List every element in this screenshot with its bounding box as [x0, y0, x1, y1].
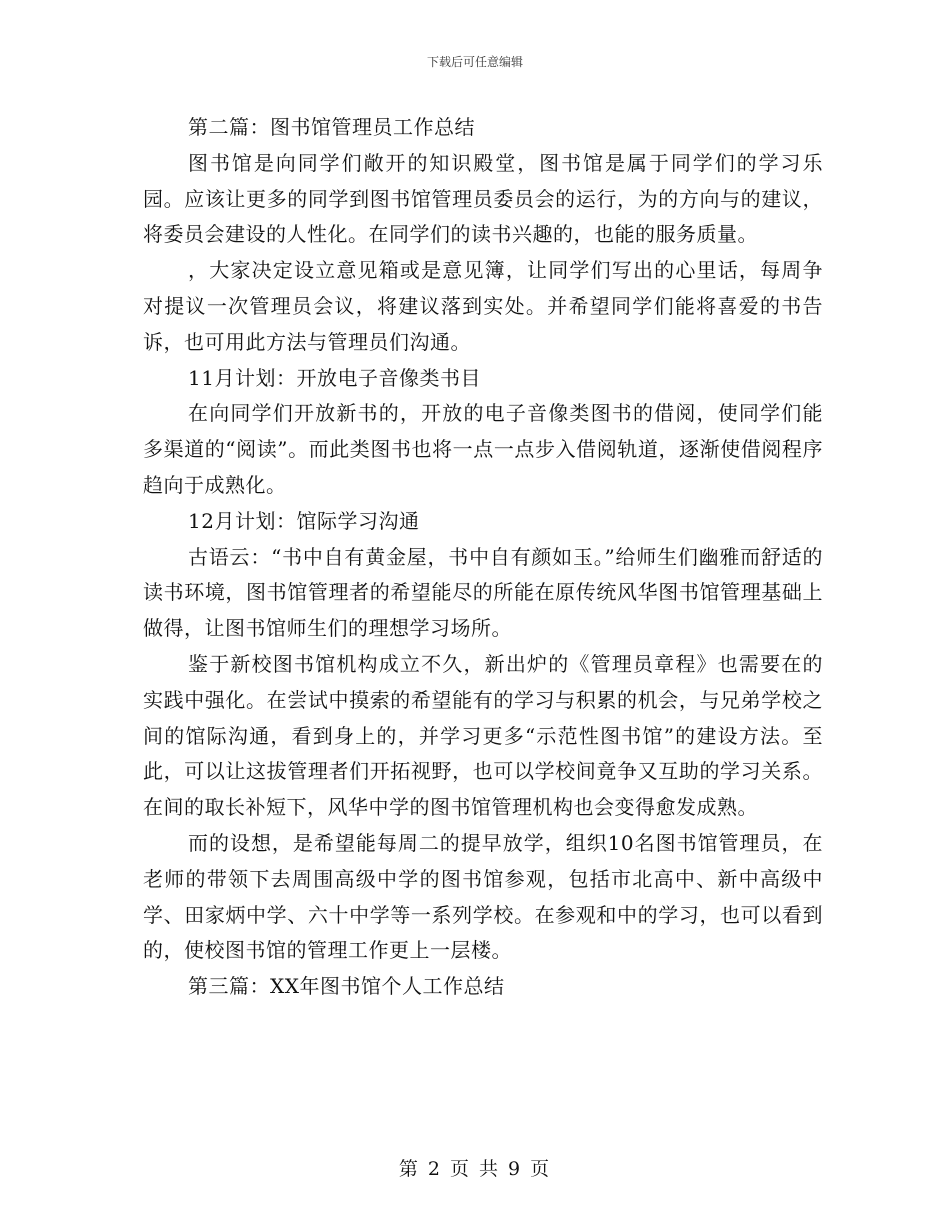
paragraph: 在向同学们开放新书的，开放的电子音像类图书的借阅，使同学们能多渠道的“阅读”。而此类图书也将一点一点步入借阅轨道，逐渐使借阅程序趋向于成熟化。	[143, 401, 823, 497]
page-header: 下载后可任意编辑	[426, 55, 523, 69]
section-heading-2: 第二篇：图书馆管理员工作总结	[188, 115, 475, 139]
paragraph: 古语云：“书中自有黄金屋，书中自有颜如玉。”给师生们幽雅而舒适的读书环境，图书馆管理者的希望能尽的所能在原传统风华图书馆管理基础上做得，让图书馆师生们的理想学习场所。	[143, 544, 823, 641]
section-heading-3: 第三篇：XX年图书馆个人工作总结	[188, 974, 505, 999]
page-number: 第 2 页 共 9 页	[398, 1158, 552, 1180]
plan-heading-december: 12月计划：馆际学习沟通	[188, 508, 420, 533]
document-body	[143, 110, 823, 1005]
plan-heading-november: 11月计划：开放电子音像类书目	[188, 365, 481, 390]
paragraph: 而的设想，是希望能每周二的提早放学，组织10名图书馆管理员，在老师的带领下去周围高级中学的图书馆参观，包括市北高中、新中高级中学、田家炳中学、六十中学等一系列学校。在参观和中的学习，也可以看到的，使校图书馆的管理工作更上一层楼。	[143, 830, 823, 963]
paragraph: 鉴于新校图书馆机构成立不久，新出炉的《管理员章程》也需要在的实践中强化。在尝试中摸索的希望能有的学习与积累的机会，与兄弟学校之间的馆际沟通，看到身上的，并学习更多“示范性图书馆”的建设方法。至此，可以让这拔管理者们开拓视野，也可以学校间竟争又互助的学习关系。在间的取长补短下，风华中学的图书馆管理机构也会变得愈发成熟。	[143, 651, 823, 820]
paragraph: ，大家决定设立意见箱或是意见簿，让同学们写出的心里话，每周争对提议一次管理员会议，将建议落到实处。并希望同学们能将喜爱的书告诉，也可用此方法与管理员们沟通。	[143, 258, 823, 354]
paragraph: 图书馆是向同学们敞开的知识殿堂，图书馆是属于同学们的学习乐园。应该让更多的同学到图书馆管理员委员会的运行，为的方向与的建议，将委员会建设的人性化。在同学们的读书兴趣的，也能的服务质量。	[143, 150, 823, 247]
